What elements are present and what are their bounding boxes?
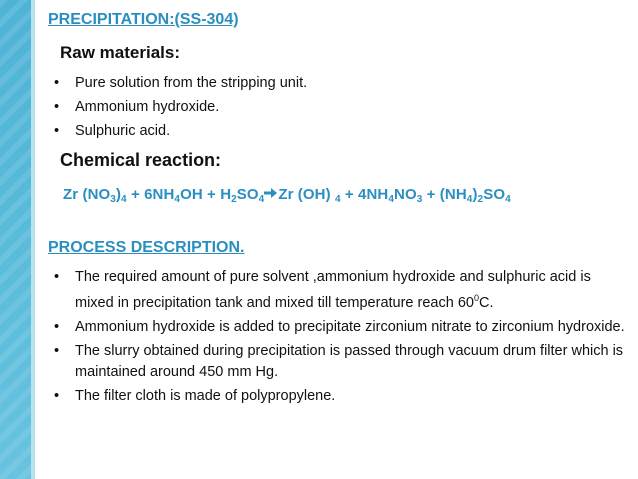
equation-part: )	[115, 186, 122, 203]
raw-materials-list	[48, 73, 633, 142]
equation-part: + (NH	[422, 186, 467, 203]
list-item	[48, 386, 633, 407]
equation-subscript: 4	[466, 194, 473, 205]
equation-part: )	[472, 186, 478, 203]
equation-part: SO	[483, 186, 506, 203]
list-item	[48, 97, 633, 118]
equation-subscript: 2	[477, 194, 484, 205]
process-description-heading: PROCESS DESCRIPTION.	[48, 239, 245, 256]
list-item	[48, 267, 633, 314]
equation-part: OH + H	[180, 186, 232, 203]
equation-subscript: 4	[258, 194, 265, 205]
equation-subscript: 3	[416, 194, 423, 205]
list-item	[48, 73, 633, 94]
equation-subscript: 4	[121, 194, 127, 205]
equation-part: + 6NH	[126, 186, 175, 203]
chemical-equation	[63, 186, 511, 203]
raw-material-text: Sulphuric acid.	[75, 123, 171, 139]
bullet-icon: •	[54, 123, 60, 139]
bullet-icon: •	[54, 99, 60, 115]
equation-part: Zr (NO	[63, 186, 111, 203]
bullet-icon: •	[54, 387, 60, 404]
superscript: 0	[473, 293, 479, 303]
chemical-reaction-heading: Chemical reaction:	[60, 150, 222, 170]
list-item	[48, 341, 633, 383]
reaction-arrow-icon	[264, 186, 278, 203]
bullet-icon: •	[54, 75, 60, 91]
equation-subscript: 4	[174, 194, 181, 205]
equation-part: SO	[236, 186, 259, 203]
raw-material-text: Ammonium hydroxide.	[75, 99, 220, 115]
process-step-text: Ammonium hydroxide is added to precipitate zirconium nitrate to zirconium hydroxide.	[75, 318, 625, 335]
process-step-text: The slurry obtained during precipitation is passed through vacuum drum filter which is maintained around 450 mm Hg.	[75, 342, 624, 380]
list-item	[48, 121, 633, 142]
sidebar-edge	[31, 0, 35, 479]
bullet-icon: •	[54, 269, 60, 285]
process-step-tail: C.	[478, 294, 494, 311]
equation-subscript: 4	[388, 194, 395, 205]
equation-part: NO	[394, 186, 417, 203]
equation-part: Zr (OH)	[278, 186, 335, 203]
bullet-icon: •	[54, 318, 60, 335]
process-step-text: The filter cloth is made of polypropylene.	[75, 387, 336, 404]
slide-title: PRECIPITATION:(SS-304)	[48, 11, 239, 28]
raw-materials-heading: Raw materials:	[60, 43, 180, 62]
equation-subscript: 3	[110, 194, 116, 205]
list-item	[48, 317, 633, 338]
sidebar-pattern	[0, 0, 35, 479]
decorative-sidebar	[0, 0, 35, 479]
equation-subscript: 4	[334, 194, 341, 205]
equation-part: + 4NH	[340, 186, 389, 203]
process-steps-list	[48, 267, 633, 407]
bullet-icon: •	[54, 342, 60, 359]
raw-material-text: Pure solution from the stripping unit.	[75, 75, 308, 91]
equation-subscript: 4	[505, 194, 511, 205]
equation-subscript: 2	[231, 194, 237, 205]
process-step-text: The required amount of pure solvent ,ammonium hydroxide and sulphuric acid is mixed in precipitation tank and mixed till temperature reach 60	[75, 269, 591, 311]
